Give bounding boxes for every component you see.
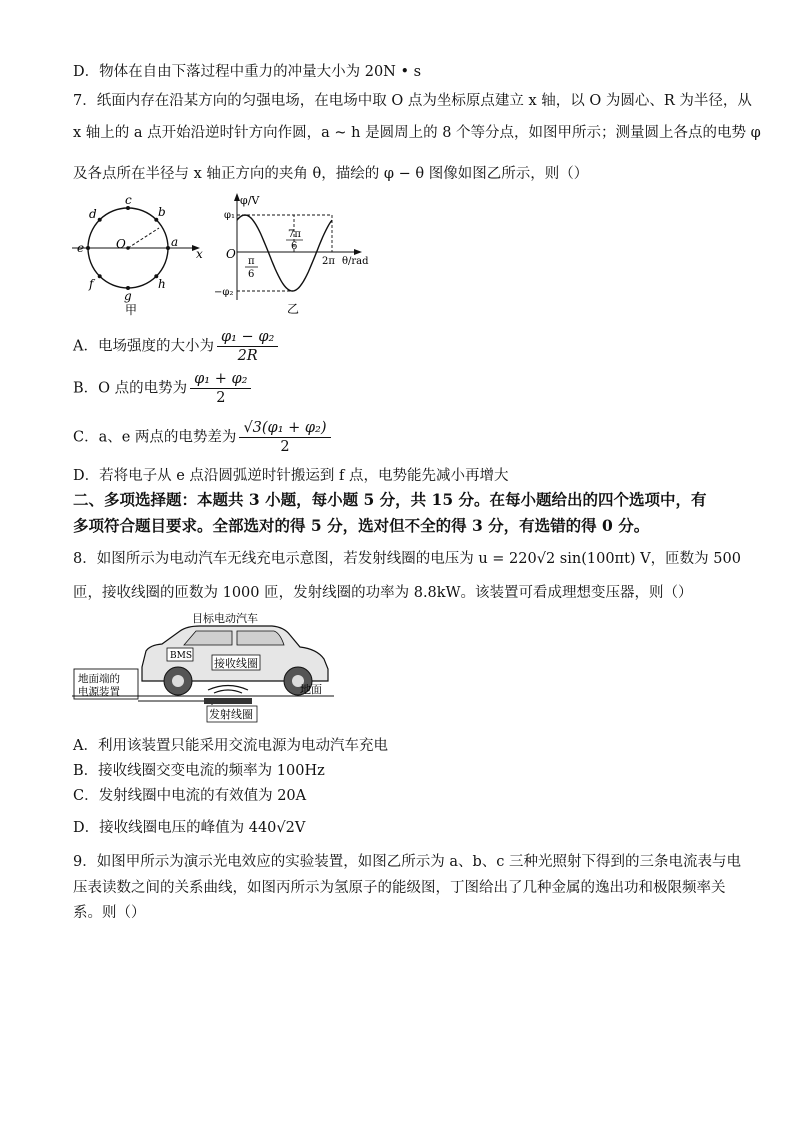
caption-yi: 乙 bbox=[287, 302, 300, 316]
q8-option-d: D．接收线圈电压的峰值为 440√2V bbox=[73, 820, 306, 836]
q7-stem-line1: 7．纸面内存在沿某方向的匀强电场，在电场中取 O 点为坐标原点建立 x 轴，以 O 为圆心、R 为半径，从 bbox=[73, 93, 752, 109]
point-d bbox=[98, 218, 102, 222]
q7-option-b bbox=[73, 370, 254, 407]
bms-label: BMS bbox=[170, 651, 192, 661]
section2-title-line1: 二、多项选择题：本题共 3 小题，每小题 5 分，共 15 分。在每小题给出的四个选项中，有 bbox=[73, 490, 707, 509]
q7-option-b-text: B．O 点的电势为 bbox=[73, 380, 188, 397]
point-e bbox=[86, 246, 90, 250]
car-title: 目标电动汽车 bbox=[192, 612, 258, 625]
tick-pi6-num: π bbox=[248, 256, 255, 267]
q6-option-d: D．物体在自由下落过程中重力的冲量大小为 20N • s bbox=[73, 64, 422, 80]
tick-2pi: 2π bbox=[322, 256, 335, 267]
wave-2 bbox=[208, 686, 248, 691]
label-o: O bbox=[116, 237, 126, 251]
q8-option-c: C．发射线圈中电流的有效值为 20A bbox=[73, 788, 307, 804]
q7-option-b-numerator: φ₁ + φ₂ bbox=[190, 370, 251, 389]
label-origin: O bbox=[226, 247, 236, 261]
q7-figure-jia bbox=[72, 192, 207, 317]
ylabel: φ/V bbox=[240, 194, 260, 207]
q7-option-a bbox=[73, 328, 281, 365]
q7-figure-yi bbox=[212, 192, 387, 317]
q8-stem-line1: 8．如图所示为电动汽车无线充电示意图，若发射线圈的电压为 u = 220√2 sin(100πt) V，匝数为 500 bbox=[73, 551, 741, 567]
caption-jia: 甲 bbox=[125, 303, 138, 317]
q8-option-b: B．接收线圈交变电流的频率为 100Hz bbox=[73, 763, 325, 779]
q7-option-a-denominator: 2R bbox=[237, 348, 258, 364]
label-x: x bbox=[196, 247, 203, 261]
xlabel: θ/rad bbox=[342, 256, 369, 267]
q7-option-a-text: A．电场强度的大小为 bbox=[73, 338, 214, 355]
label-phi1: φ₁ bbox=[224, 210, 236, 221]
receiver-label: 接收线圈 bbox=[214, 657, 258, 670]
q9-stem-line1: 9．如图甲所示为演示光电效应的实验装置，如图乙所示为 a、b、c 三种光照射下得到的三条电流表与电 bbox=[73, 854, 741, 870]
q7-stem-line3: 及各点所在半径与 x 轴正方向的夹角 θ，描绘的 φ − θ 图像如图乙所示，则（） bbox=[73, 166, 589, 182]
label-d: d bbox=[89, 207, 97, 221]
transmitter-label: 发射线圈 bbox=[209, 708, 253, 721]
tick-7pi6-num: 7π bbox=[288, 229, 301, 240]
q7-option-c-fraction bbox=[239, 419, 330, 456]
q9-stem-line2: 压表读数之间的关系曲线，如图丙所示为氢原子的能级图，丁图给出了几种金属的逸出功和极限频率关 bbox=[73, 880, 726, 896]
wave-1 bbox=[214, 690, 242, 693]
power-supply-line1: 地面端的 bbox=[78, 673, 120, 685]
q7-option-a-numerator: φ₁ − φ₂ bbox=[217, 328, 278, 347]
label-neg-phi2: −φ₂ bbox=[214, 287, 234, 298]
transmitter-coil bbox=[204, 698, 252, 704]
center-dot bbox=[126, 246, 130, 250]
q7-option-b-denominator: 2 bbox=[216, 390, 226, 406]
q7-option-c bbox=[73, 419, 334, 456]
power-supply-line2: 电源装置 bbox=[78, 686, 120, 698]
front-hub bbox=[172, 675, 184, 687]
label-c: c bbox=[125, 193, 132, 207]
q7-option-c-denominator: 2 bbox=[280, 439, 290, 455]
label-h: h bbox=[158, 277, 166, 291]
q7-option-c-text: C．a、e 两点的电势差为 bbox=[73, 429, 237, 446]
label-a: a bbox=[171, 235, 179, 249]
q8-option-a: A．利用该装置只能采用交流电源为电动汽车充电 bbox=[73, 738, 388, 754]
q8-stem-line2: 匝，接收线圈的匝数为 1000 匝，发射线圈的功率为 8.8kW。该装置可看成理想变压器，则（） bbox=[73, 585, 693, 601]
theta-axis-arrow bbox=[354, 249, 362, 255]
label-g: g bbox=[124, 289, 132, 303]
q9-stem-line3: 系。则（） bbox=[73, 905, 146, 921]
ground-label: 地面 bbox=[300, 683, 322, 696]
q7-stem-line2: x 轴上的 a 点开始沿逆时针方向作圆，a ~ h 是圆周上的 8 个等分点，如图甲所示；测量圆上各点的电势 φ bbox=[73, 125, 761, 141]
tick-pi6-den: 6 bbox=[248, 269, 255, 280]
point-f bbox=[98, 274, 102, 278]
car-window-rear bbox=[237, 631, 284, 645]
section2-title-line2: 多项符合题目要求。全部选对的得 5 分，选对但不全的得 3 分，有选错的得 0 分。 bbox=[73, 516, 650, 535]
q7-option-a-fraction bbox=[217, 328, 278, 365]
q7-option-c-numerator: √3(φ₁ + φ₂) bbox=[239, 419, 330, 438]
label-e: e bbox=[77, 241, 85, 255]
q7-option-b-fraction bbox=[190, 370, 251, 407]
radius-dashed bbox=[128, 228, 159, 248]
label-f: f bbox=[89, 277, 94, 291]
tick-7pi6-den: 6 bbox=[291, 241, 298, 252]
point-a bbox=[166, 246, 170, 250]
label-b: b bbox=[158, 205, 166, 219]
q7-option-d: D．若将电子从 e 点沿圆弧逆时针搬运到 f 点，电势能先减小再增大 bbox=[73, 468, 509, 484]
q8-figure-car bbox=[72, 607, 334, 725]
supply-wire bbox=[138, 701, 212, 705]
